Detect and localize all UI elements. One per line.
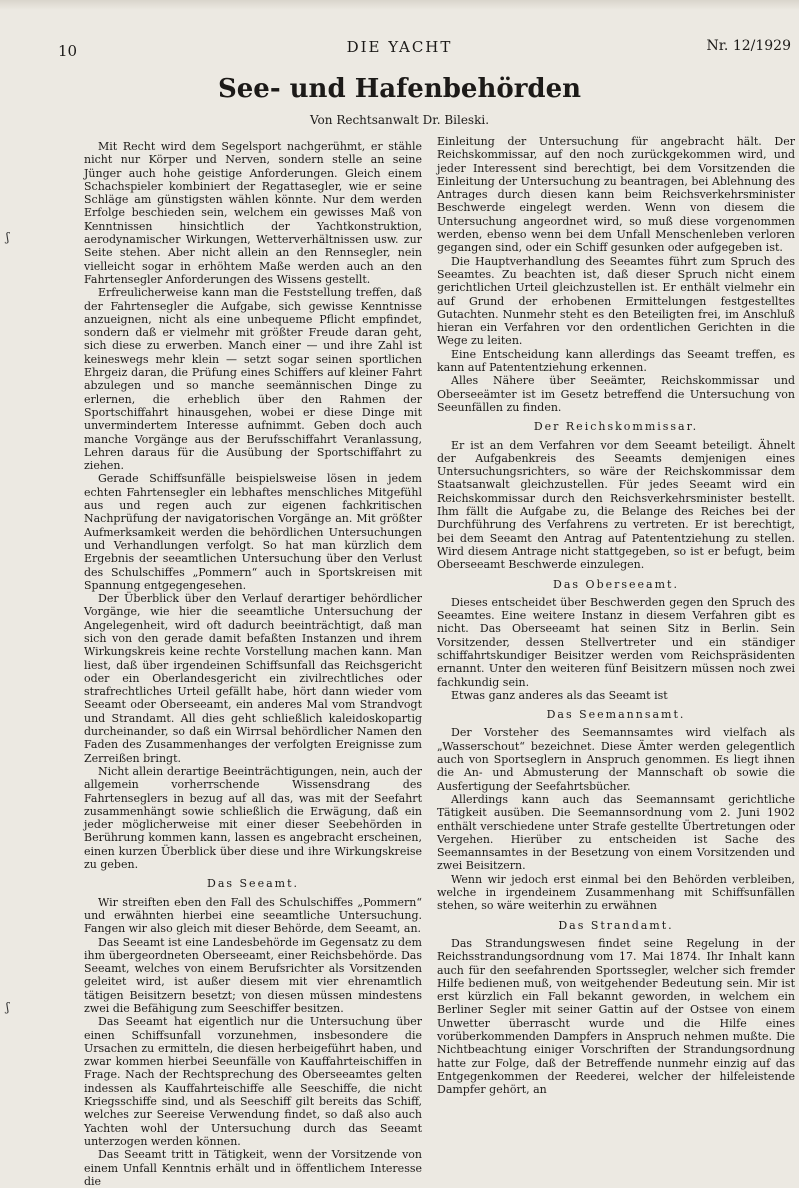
paragraph: Einleitung der Untersuchung für angebracht hält. Der Reichskommissar, auf den noch zurückgekommen wird, und jeder Interessent sind berechtigt, bei dem Vorsitzenden die Einleitung der Untersuchung zu beantragen, bei Ablehnung des Antrages durch diesen kann beim Reichsverkehrsminister Beschwerde eingelegt werden. Wenn von diesem die Untersuchung angeordnet wird, so muß diese vorgenommen werden, ebenso wenn bei dem Unfall Menschenleben verloren gegangen sind, oder ein Schiff gesunken oder aufgegeben ist. (437, 135, 795, 255)
paragraph: Erfreulicherweise kann man die Feststellung treffen, daß der Fahrtensegler die Aufgabe, sich gewisse Kenntnisse anzueignen, nicht als eine unbequeme Pflicht empfindet, sondern daß er vielmehr mit größter Freude daran geht, sich diese zu erwerben. Manch einer — und ihre Zahl ist keineswegs mehr klein — setzt sogar seinen sportlichen Ehrgeiz daran, die Prüfung eines Schiffers auf kleiner Fahrt abzulegen und so manche seemännischen Dinge zu erlernen, die erheblich über den Rahmen der Sportschiffahrt hinausgehen, wobei er diese Dinge mit unvermindertem Interesse aufnimmt. Geben doch auch manche Vorgänge aus der Berufsschiffahrt Veranlassung, Lehren daraus für die Ausübung der Sportschiffahrt zu ziehen. (84, 286, 422, 473)
paragraph: Mit Recht wird dem Segelsport nachgerühmt, er stähle nicht nur Körper und Nerven, sondern stelle an seine Jünger auch hohe geistige Anforderungen. Gleich einem Schachspieler kombiniert der Regattasegler, wie er seine Schläge am günstigsten wählen könnte. Nur dem werden Erfolge beschieden sein, welchem ein gewisses Maß von Kenntnissen hinsichtlich der Yachtkonstruktion, aerodynamischer Wirkungen, Wetterverhältnissen usw. zur Seite stehen. Aber nicht allein an den Rennsegler, nein vielleicht sogar in erhöhtem Maße werden auch an den Fahrtensegler Anforderungen des Wissens gestellt. (84, 140, 422, 286)
paragraph: Allerdings kann auch das Seemannsamt gerichtliche Tätigkeit ausüben. Die Seemannsordnung vom 2. Juni 1902 enthält verschiedene unter Strafe gestellte Übertretungen oder Vergehen. Hierüber zu entscheiden ist Sache des Seemannsamtes in der Besetzung von einem Vorsitzenden und zwei Beisitzern. (437, 792, 795, 873)
paragraph: Der Vorsteher des Seemannsamtes wird vielfach als „Wasserschout“ bezeichnet. Diese Ämter werden gelegentlich auch von Sportseglern in Anspruch genommen. Es liegt ihnen die An- und Abmusterung der Mannschaft ob sowie die Ausfertigung der Seefahrtsbücher. (437, 726, 795, 793)
margin-pencil-mark: ʃ (6, 1000, 10, 1014)
paragraph: Wir streiften eben den Fall des Schulschiffes „Pommern“ und erwähnten hierbei eine seeamtliche Untersuchung. Fangen wir also gleich mit dieser Behörde, dem Seeamt, an. (84, 895, 422, 936)
section-heading: Das Oberseeamt. (553, 577, 679, 591)
section-heading: Das Seemannsamt. (546, 708, 686, 722)
paragraph: Gerade Schiffsunfälle beispielsweise lösen in jedem echten Fahrtensegler ein lebhaftes menschliches Mitgefühl aus und regen auch zur eigenen fachkritischen Nachprüfung der navigatorischen Vorgänge an. Mit größter Aufmerksamkeit werden die behördlichen Untersuchungen und Verhandlungen verfolgt. So hat man kürzlich dem Ergebnis der seeamtlichen Untersuchung über den Verlust des Schulschiffes „Pommern“ auch in Sportskreisen mit Spannung entgegengesehen. (84, 472, 422, 592)
right-column (437, 135, 795, 1096)
issue-number: Nr. 12/1929 (706, 38, 791, 54)
paragraph: Etwas ganz anderes als das Seeamt ist (451, 688, 668, 702)
paragraph: Das Seeamt hat eigentlich nur die Untersuchung über einen Schiffsunfall vorzunehmen, insbesondere die Ursachen zu ermitteln, die diesen herbeigeführt haben, und zwar kommen hierbei Seeunfälle von Kauffahrteischiffen in Frage. Nach der Rechtsprechung des Oberseeamtes gelten indessen als Kauffahrteischiffe alle Seeschiffe, die nicht Kriegsschiffe sind, und als Seeschiff gilt bereits das Schiff, welches zur Seereise Verwendung findet, so daß also auch Yachten wohl der Untersuchung durch das Seeamt unterzogen werden können. (84, 1015, 422, 1148)
paragraph: Wenn wir jedoch erst einmal bei den Behörden verbleiben, welche in irgendeinem Zusammenhang mit Schiffsunfällen stehen, so wäre weiterhin zu erwähnen (437, 872, 795, 913)
margin-pencil-mark: ʃ (6, 230, 10, 244)
left-column (84, 140, 422, 1188)
paragraph: Eine Entscheidung kann allerdings das Seeamt treffen, es kann auf Patententziehung erkennen. (437, 347, 795, 375)
paragraph: Die Hauptverhandlung des Seeamtes führt zum Spruch des Seeamtes. Zu beachten ist, daß dieser Spruch nicht einem gerichtlichen Urteil gleichzustellen ist. Er enthält vielmehr ein auf Grund der erhobenen Ermittelungen festgestelltes Gutachten. Nunmehr steht es den Beteiligten frei, im Anschluß hieran ein Verfahren vor den ordentlichen Gerichten in die Wege zu leiten. (437, 254, 795, 348)
paragraph: Alles Nähere über Seeämter, Reichskommissar und Oberseeämter ist im Gesetz betreffend die Untersuchung von Seeunfällen zu finden. (437, 374, 795, 414)
paragraph: Der Überblick über den Verlauf derartiger behördlicher Vorgänge, wie hier die seeamtliche Untersuchung der Angelegenheit, wird oft dadurch beeinträchtigt, daß man sich von den gerade damit befaßten Instanzen und ihrem Wirkungskreis keine rechte Vorstellung machen kann. Man liest, daß über irgendeinen Schiffsunfall das Reichsgericht oder ein Oberlandesgericht ein zivilrechtliches oder strafrechtliches Urteil gefällt habe, hört dann wieder vom Seeamt oder Oberseeamt, ein anderes Mal vom Strandvogt und Strandamt. All dies geht schließlich kaleidoskopartig durcheinander, so daß ein Wirrsal behördlicher Namen den Faden des Zusammenhanges der verfolgten Ereignisse zum Zerreißen bringt. (84, 592, 422, 765)
paragraph: Das Strandungswesen findet seine Regelung in der Reichsstrandungsordnung vom 17. Mai 1874. Ihr Inhalt kann auch für den seefahrenden Sportssegler, welcher sich fremder Hilfe bedienen muß, von weitgehender Bedeutung sein. Mir ist erst kürzlich ein Fall bekannt geworden, in welchem ein Berliner Segler mit seiner Gattin auf der Ostsee von einem Unwetter überrascht wurde und die Hilfe eines vorüberkommenden Dampfers in Anspruch nehmen mußte. Die Nichtbeachtung einiger Vorschriften der Strandungsordnung hatte zur Folge, daß der Betreffende nunmehr einzig auf das Entgegenkommen der Reederei, welcher der hilfeleistende Dampfer gehört, an (437, 936, 795, 1097)
article-title: See- und Hafenbehörden (217, 74, 582, 104)
paragraph: Er ist an dem Verfahren vor dem Seeamt beteiligt. Ähnelt der Aufgabenkreis des Seeamts demjenigen eines Untersuchungsrichters, so wäre der Reichskommissar dem Staatsanwalt gleichzustellen. Für jedes Seeamt wird ein Reichskommissar durch den Reichsverkehrsminister bestellt. Ihm fällt die Aufgabe zu, die Belange des Reiches bei der Durchführung des Verfahrens zu vertreten. Er ist berechtigt, bei dem Seeamt den Antrag auf Patententziehung zu stellen. Wird diesem Antrage nicht stattgegeben, so ist er befugt, beim Oberseeamt Beschwerde einzulegen. (437, 438, 795, 572)
paragraph: Nicht allein derartige Beeinträchtigungen, nein, auch der allgemein vorherrschende Wissensdrang des Fahrtenseglers in bezug auf all das, was mit der Seefahrt zusammenhängt sowie schließlich die Erwägung, daß ein jeder möglicherweise mit einer dieser Seebehörden in Berührung kommen kann, lassen es angebracht erscheinen, einen kurzen Überblick über diese und ihre Wirkungskreise zu geben. (84, 764, 422, 872)
running-head: DIE YACHT (346, 38, 453, 56)
article-byline: Von Rechtsanwalt Dr. Bileski. (309, 113, 490, 127)
section-heading: Das Strandamt. (558, 918, 674, 932)
page-number: 10 (58, 42, 78, 60)
paragraph: Das Seeamt tritt in Tätigkeit, wenn der Vorsitzende von einem Unfall Kenntnis erhält und in öffentlichem Interesse die (84, 1148, 422, 1188)
top-scan-edge (0, 0, 799, 10)
section-heading: Der Reichskommissar. (533, 420, 699, 434)
section-heading: Das Seeamt. (207, 877, 299, 891)
paragraph: Das Seeamt ist eine Landesbehörde im Gegensatz zu dem ihm übergeordneten Oberseeamt, einer Reichsbehörde. Das Seeamt, welches von einem Berufsrichter als Vorsitzenden geleitet wird, ist außer diesem mit vier ehrenamtlich tätigen Beisitzern besetzt; von diesen müssen mindestens zwei die Befähigung zum Seeschiffer besitzen. (84, 935, 422, 1015)
paragraph: Dieses entscheidet über Beschwerden gegen den Spruch des Seeamtes. Eine weitere Instanz in diesem Verfahren gibt es nicht. Das Oberseeamt hat seinen Sitz in Berlin. Sein Vorsitzender, dessen Stellvertreter und ein ständiger schiffahrtskundiger Beisitzer werden vom Reichspräsidenten ernannt. Unter den weiteren fünf Beisitzern müssen noch zwei fachkundig sein. (437, 595, 795, 689)
